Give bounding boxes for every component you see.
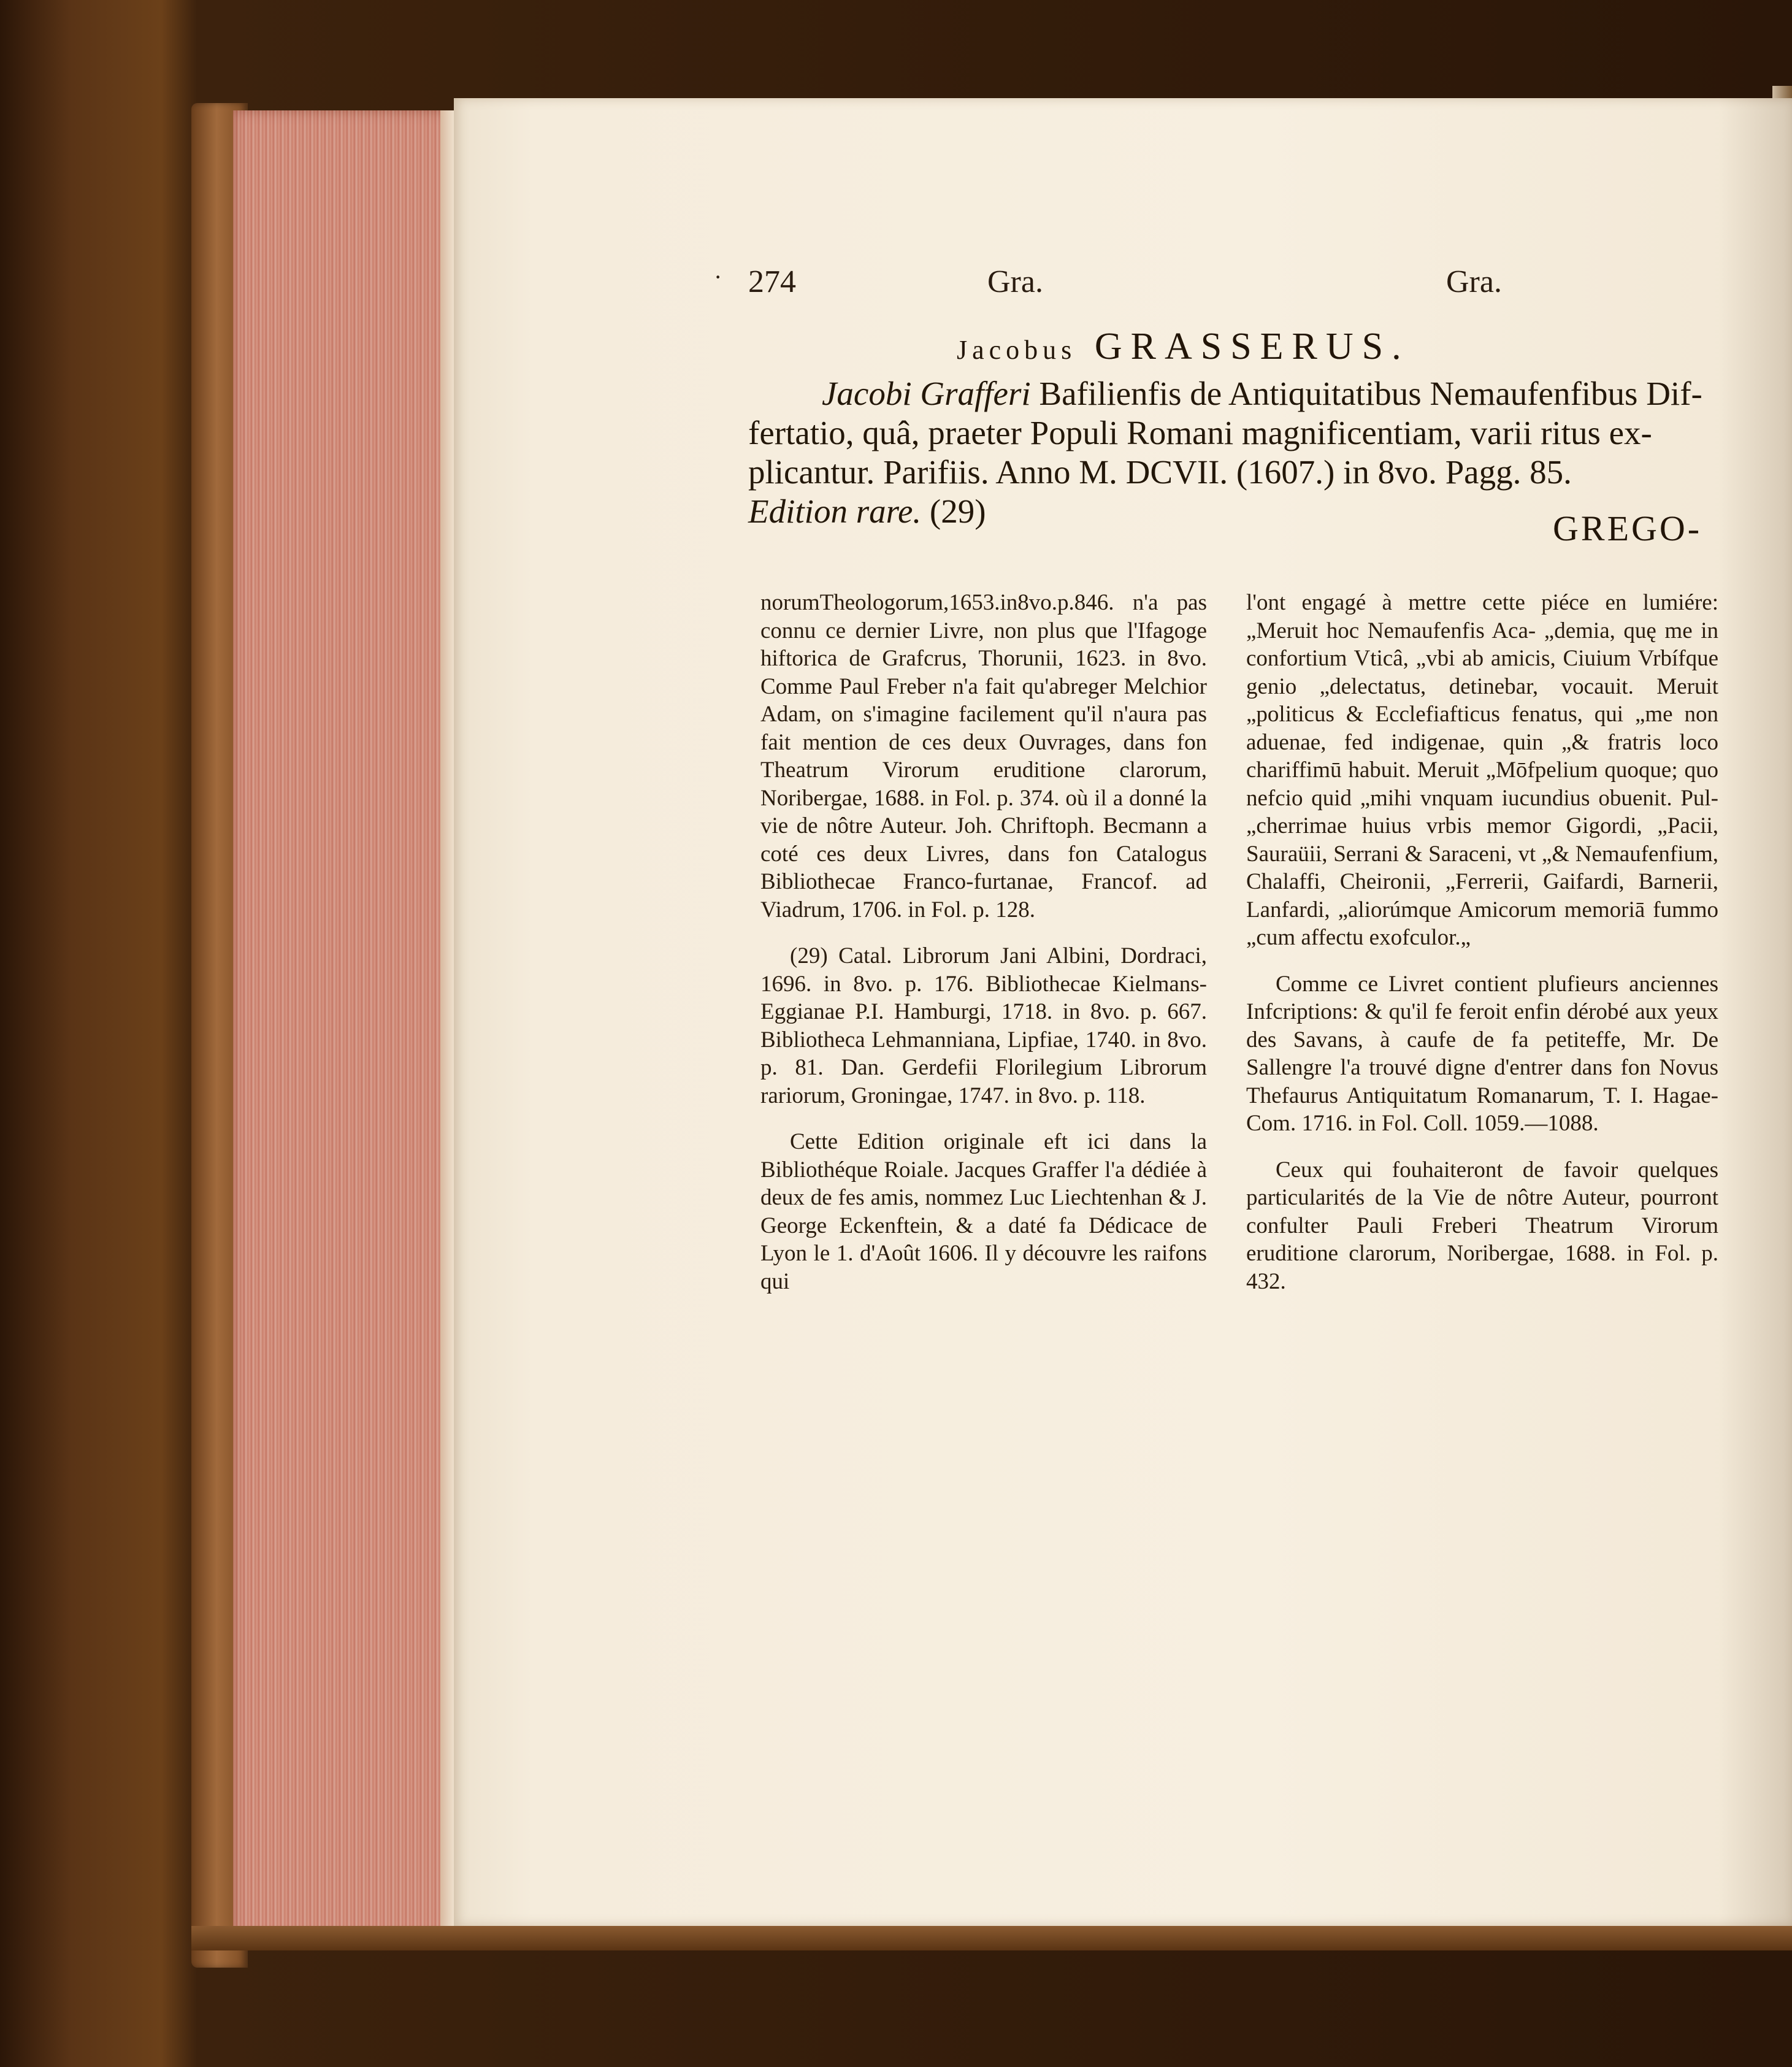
entry-line-1-rest: Bafilienfis de Antiquitatibus Nemaufenfibus Dif-: [1030, 375, 1702, 412]
right-paragraph-3: Ceux qui fouhaiteront de favoir quelques particularités de la Vie de nôtre Auteur, pourront confulter Pauli Freberi Theatrum Virorum eruditione clarorum, Noribergae, 1688. in Fol. p. 432.: [1246, 1157, 1718, 1294]
edition-note-italic: Edition rare.: [748, 493, 922, 530]
entry-title-last-name: GRASSERUS.: [1094, 326, 1410, 367]
running-header: [454, 264, 1792, 313]
page-gutter-shade: [1718, 98, 1792, 1926]
page-number: · 274: [748, 264, 796, 300]
catchword: GREGO-: [1553, 508, 1702, 548]
footnote-column-left: [760, 589, 1207, 1314]
left-paragraph-3: Cette Edition originale eft ici dans la Bibliothéque Roiale. Jacques Graffer l'a dédiée à deux de fes amis, nommez Luc Liechtenhan & J. George Eckenftein, & a daté fa Dédicace de Lyon le 1. d'Août 1606. Il y découvre les raifons qui: [760, 1129, 1207, 1294]
entry-title-first-name: Jacobus: [957, 335, 1077, 365]
left-paragraph-2: (29) Catal. Librorum Jani Albini, Dordraci, 1696. in 8vo. p. 176. Bibliothecae Kielmans-Eggianae P.I. Hamburgi, 1718. in 8vo. p. 667. Bibliotheca Lehmanniana, Lipfiae, 1740. in 8vo. p. 81. Dan. Gerdefii Florilegium Librorum rariorum, Groningae, 1747. in 8vo. p. 118.: [760, 943, 1207, 1108]
running-head-left: Gra.: [987, 264, 1043, 299]
running-head-right: Gra.: [1446, 264, 1502, 299]
entry-line-3: plicantur. Parifiis. Anno M. DCVII. (1607.) in 8vo. Pagg. 85.: [748, 453, 1572, 491]
entry-line-1: [748, 374, 1792, 413]
right-paragraph-2: Comme ce Livret contient plufieurs anciennes Infcriptions: & qu'il fe feroit enfin dérobé aux yeux des Savans, à caufe de fa petiteffe, Mr. De Sallengre l'a trouvé digne d'entrer dans fon Novus Thefaurus Antiquitatum Romanarum, T. I. Hagae-Com. 1716. in Fol. Coll. 1059.—1088.: [1246, 971, 1718, 1136]
page-edges-block: [233, 110, 454, 1938]
entry-author-italic: Jacobi Grafferi: [822, 375, 1031, 412]
book-page: [454, 98, 1792, 1926]
right-paragraph-1: l'ont engagé à mettre cette piéce en lumiére: „Meruit hoc Nemaufenfis Aca- „demia, quę me in confortium Vticâ, „vbi ab amicis, Ciuium Vrbífque genio „delectatus, detinebar, vocauit. Meruit „politicus & Ecclefiafticus fenatus, qui „me non aduenae, fed indigenae, quin „& fratris loco chariffimū habuit. Meruit „Mōfpelium quoque; quo nefcio quid „mihi vnquam iucundius obuenit. Pul- „cherrimae huius vrbis memor Gigordi, „Pacii, Sauraüii, Serrani & Saraceni, vt „& Nemaufenfium, Chalaffi, Cheironii, „Ferrerii, Gaifardi, Barnerii, Lanfardi, „aliorúmque Amicorum memoriā fummo „cum affectu exofculor.„: [1246, 590, 1718, 950]
entry-title: [957, 325, 1570, 369]
footnote-column-right: [1246, 589, 1718, 1314]
edition-footnote-ref: (29): [921, 493, 986, 530]
left-paragraph-1: norumTheologorum,1653.in8vo.p.846. n'a pas connu ce dernier Livre, non plus que l'Ifagoge hiftorica de Grafcrus, Thorunii, 1623. in 8vo. Comme Paul Freber n'a fait qu'abreger Melchior Adam, on s'imagine facilement qu'il n'aura pas fait mention de ces deux Ouvrages, dans fon Theatrum Virorum eruditione clarorum, Noribergae, 1688. in Fol. p. 374. où il a donné la vie de nôtre Auteur. Joh. Chriftoph. Becmann a coté ces deux Livres, dans fon Catalogus Bibliothecae Franco-furtanae, Francof. ad Viadrum, 1706. in Fol. p. 128.: [760, 590, 1207, 922]
entry-line-2: fertatio, quâ, praeter Populi Romani magnificentiam, varii ritus ex-: [748, 414, 1652, 451]
book-bottom-edge: [191, 1926, 1792, 1950]
